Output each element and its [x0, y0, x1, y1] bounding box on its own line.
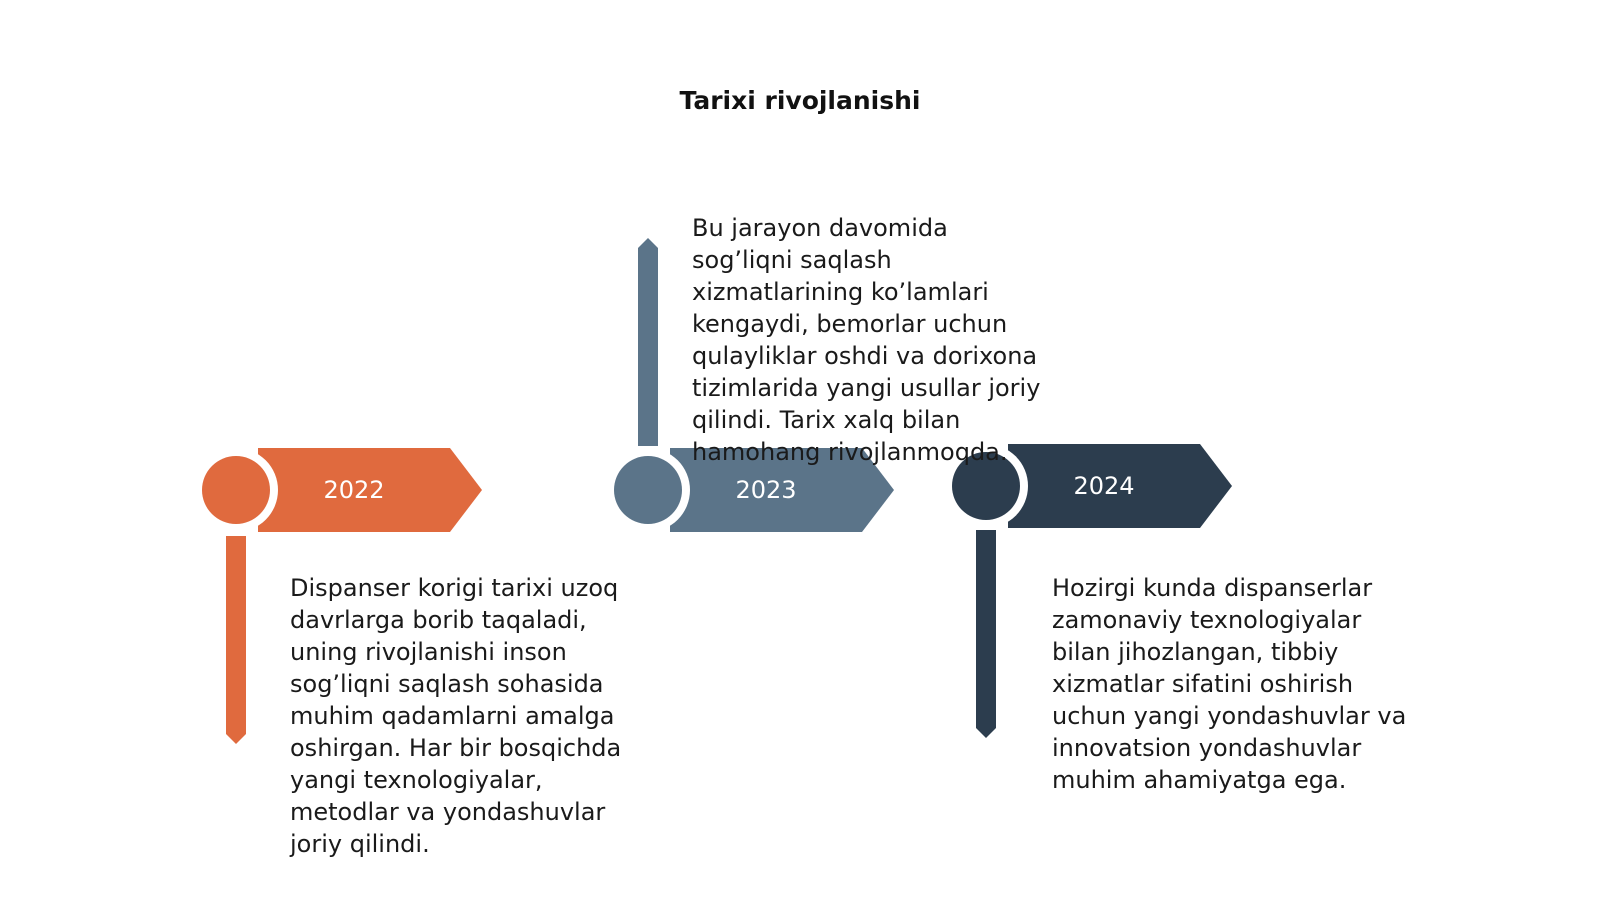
milestone-2023-node: [614, 456, 682, 524]
milestone-2023-year: 2023: [735, 476, 797, 504]
milestone-2023-description: Bu jarayon davomida sog’liqni saqlash xizmatlarining ko’lamlari kengaydi, bemorlar uchun qulayliklar oshdi va dorixona tizimlarida yangi usullar joriy qilindi. Tarix xalq bilan hamohang rivojlanmoqda.: [692, 214, 1041, 466]
milestone-2022-node: [202, 456, 270, 524]
slide-title: Tarixi rivojlanishi: [679, 86, 921, 115]
milestone-2024-stem: [976, 530, 996, 738]
milestone-2022-year: 2022: [323, 476, 385, 504]
milestone-2024-description: Hozirgi kunda dispanserlar zamonaviy texnologiyalar bilan jihozlangan, tibbiy xizmatlar sifatini oshirish uchun yangi yondashuvlar va innovatsion yondashuvlar muhim ahamiyatga ega.: [1052, 574, 1407, 794]
milestone-2023-stem: [638, 238, 658, 446]
milestone-2024-year: 2024: [1073, 472, 1135, 500]
milestone-2022-stem: [226, 536, 246, 744]
milestone-2022-description: Dispanser korigi tarixi uzoq davrlarga borib taqaladi, uning rivojlanishi inson sog’liqni saqlash sohasida muhim qadamlarni amalga oshirgan. Har bir bosqichda yangi texnologiyalar, metodlar va yondashuvlar joriy qilindi.: [290, 574, 622, 858]
